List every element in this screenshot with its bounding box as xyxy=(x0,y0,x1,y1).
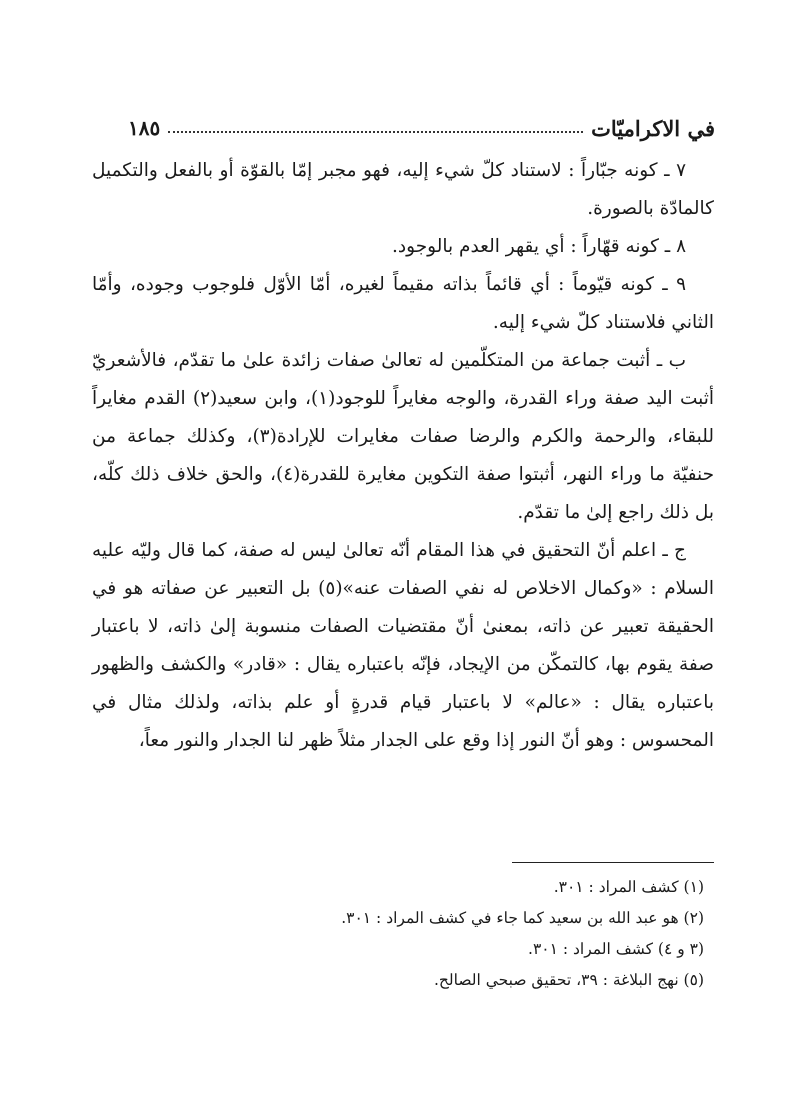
header-dot-leader xyxy=(168,131,583,133)
paragraph-item-9: ٩ ـ كونه قيّوماً : أي قائماً بذاته مقيماً لغيره، أمّا الأوّل فلوجوب وجوده، وأمّا الثاني فلاستناد كلّ شيء إليه. xyxy=(92,274,714,333)
paragraph-item-7: ٧ ـ كونه جبّاراً : لاستناد كلّ شيء إليه، فهو مجبر إمّا بالقوّة أو بالفعل والتكميل كالمادّة بالصورة. xyxy=(92,160,714,219)
footnote-5: (٥) نهج البلاغة : ٣٩، تحقيق صبحي الصالح. xyxy=(433,971,704,989)
footnote-3-4: (٣ و ٤) كشف المراد : ٣٠١. xyxy=(528,940,704,958)
footnotes xyxy=(92,872,714,996)
header-title: في الاكراميّات xyxy=(591,115,715,141)
footnote-2: (٢) هو عبد الله بن سعيد كما جاء في كشف المراد : ٣٠١. xyxy=(341,909,704,927)
page-number: ١٨٥ xyxy=(128,116,161,140)
footnote-1: (١) كشف المراد : ٣٠١. xyxy=(553,878,704,896)
footnote-separator xyxy=(512,862,714,863)
body-text xyxy=(92,152,714,760)
running-header xyxy=(128,108,715,148)
paragraph-item-8: ٨ ـ كونه قهّاراً : أي يقهر العدم بالوجود. xyxy=(392,236,686,257)
paragraph-c: ج ـ اعلم أنّ التحقيق في هذا المقام أنّه تعالىٰ ليس له صفة، كما قال وليّه عليه السلام : «وكمال الاخلاص له نفي الصفات عنه»(٥) بل التعبير عن صفاته هو في الحقيقة تعبير عن ذاته، بمعنىٰ أنّ مقتضيات الصفات منسوبة إلىٰ ذاته، لا باعتبار صفة يقوم بها، كالتمكّن من الإيجاد، فإنّه باعتباره يقال : «قادر» والكشف والظهور باعتباره يقال : «عالم» لا باعتبار قيام قدرةٍ أو علم بذاته، ولذلك مثال في المحسوس : وهو أنّ النور إذا وقع على الجدار مثلاً ظهر لنا الجدار والنور معاً، xyxy=(92,540,714,751)
paragraph-b: ب ـ أثبت جماعة من المتكلّمين له تعالىٰ صفات زائدة علىٰ ما تقدّم، فالأشعريّ أثبت اليد صفة وراء القدرة، والوجه مغايراً للوجود(١)، وابن سعيد(٢) القدم مغايراً للبقاء، والرحمة والكرم والرضا صفات مغايرات للإرادة(٣)، وكذلك جماعة من حنفيّة ما وراء النهر، أثبتوا صفة التكوين مغايرة للقدرة(٤)، والحق خلاف ذلك كلّه، بل ذلك راجع إلىٰ ما تقدّم. xyxy=(92,350,715,523)
